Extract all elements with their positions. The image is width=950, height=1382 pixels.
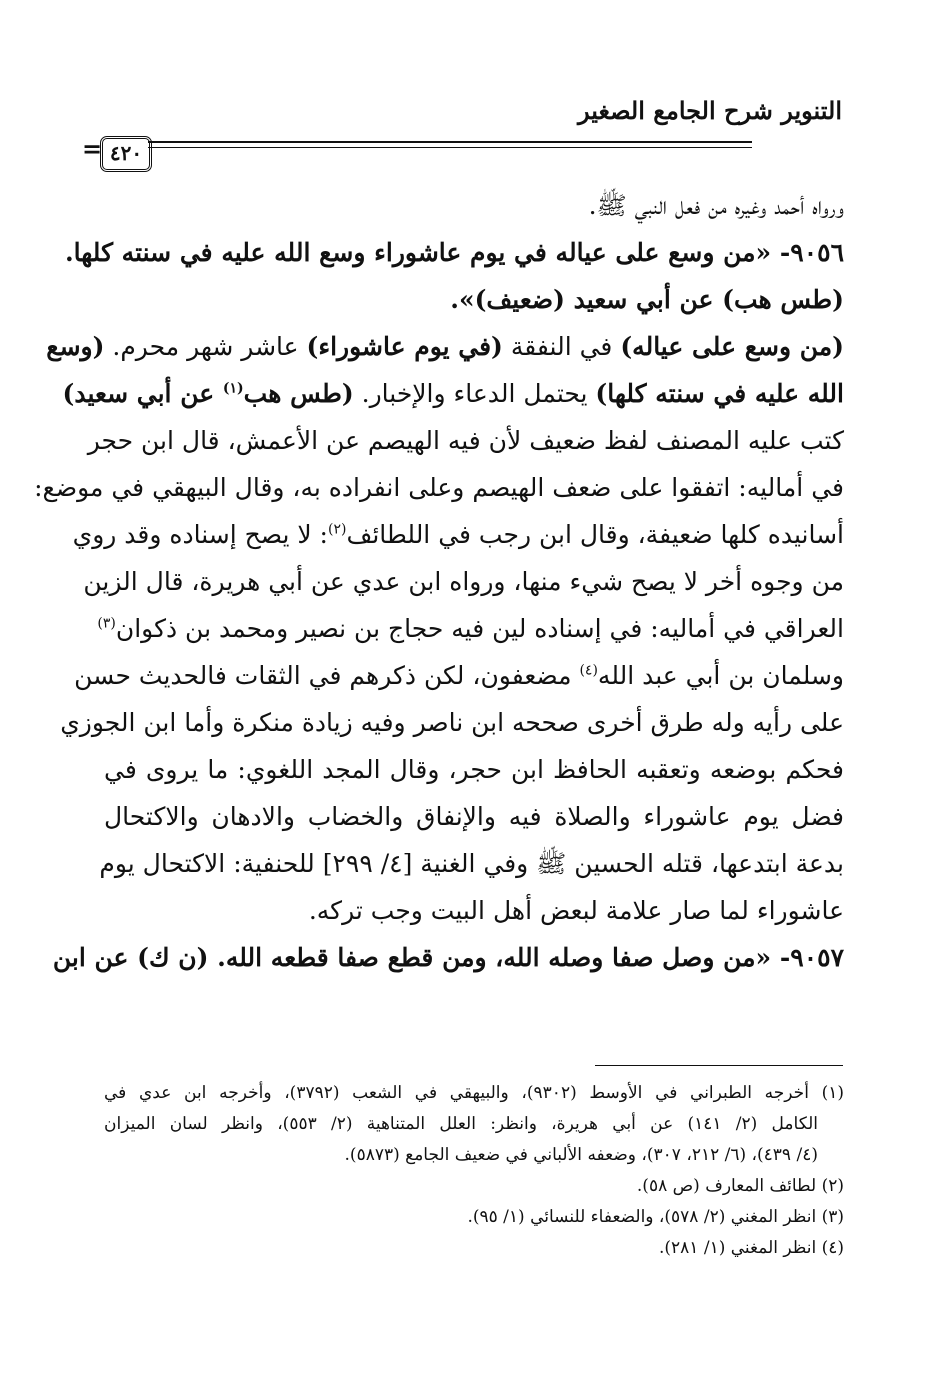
hadith-number: ٩٠٥٧- <box>779 943 844 972</box>
footnote-1-line-1: (١) أخرجه الطبراني في الأوسط (٩٣٠٢)، والبيهقي في الشعب (٣٧٩٢)، وأخرجه ابن عدي في <box>104 1083 845 1103</box>
hadith-9056-line-1: ٩٠٥٦- «من وسع على عياله في يوم عاشوراء وسع الله عليه في سنته كلها. <box>64 238 844 267</box>
hadith-9056-line-2: (طس هب) عن أبي سعيد (ضعيف)». <box>450 285 844 314</box>
footnote-4: (٤) انظر المغني (١/ ٢٨١). <box>658 1238 844 1258</box>
header-rule-bottom <box>148 147 752 148</box>
commentary-line-3: كتب عليه المصنف لفظ ضعيف لأن فيه الهيصم عن الأعمش، قال ابن حجر <box>87 426 844 455</box>
commentary-line-12: بدعة ابتدعها، قتله الحسين ﷺ وفي الغنية [٤/ ٢٩٩] للحنفية: الاكتحال يوم <box>99 849 844 878</box>
hadith-number: ٩٠٥٦- <box>779 238 844 267</box>
footnote-ref-4[interactable]: (٤) <box>579 662 598 679</box>
footnote-separator <box>595 1065 843 1066</box>
header-rule-top <box>148 141 752 143</box>
commentary-line-7: العراقي في أماليه: في إسناده لين فيه حجاج بن نصير ومحمد بن ذكوان$^{(٣)}$ <box>97 614 844 643</box>
main-text <box>34 182 844 981</box>
footnote-3: (٣) انظر المغني (٢/ ٥٧٨)، والضعفاء للنسائي (١/ ٩٥). <box>467 1207 844 1227</box>
footnote-1-line-3: (٤/ ٤٣٩)، (٦/ ٢١٢، ٣٠٧)، وضعفه الألباني في ضعيف الجامع (٥٨٧٣). <box>344 1145 818 1165</box>
commentary-line-2: الله عليه في سنته كلها) يحتمل الدعاء والإخبار. (طس هب$^{(١)}$ عن أبي سعيد) <box>62 379 844 408</box>
text-line-1: ورواه أحمد وغيره من فعل النبي ﷺ. <box>588 191 844 220</box>
footnote-1-line-2: الكامل (٢/ ١٤١) عن أبي هريرة، وانظر: العلل المتناهية (٢/ ٥٥٣)، وانظر لسان الميزان <box>104 1114 818 1134</box>
footnote-ref-2[interactable]: (٢) <box>327 521 347 538</box>
commentary-line-11: فضل يوم عاشوراء والصلاة فيه والإنفاق والخضاب والادهان والاكتحال <box>104 802 844 831</box>
running-header-title: التنوير شرح الجامع الصغير <box>578 96 842 125</box>
commentary-line-4: في أماليه: اتفقوا على ضعف الهيصم وعلى انفراده به، وقال البيهقي في موضع: <box>34 473 844 502</box>
footnote-ref-1[interactable]: (١) <box>222 380 244 397</box>
page-number: ٤٢٠ <box>100 136 152 172</box>
commentary-line-1: (من وسع على عياله) في النفقة (في يوم عاشوراء) عاشر شهر محرم. (وسع <box>46 332 844 361</box>
commentary-line-6: من وجوه أخر لا يصح شيء منها، ورواه ابن عدي عن أبي هريرة، قال الزين <box>83 567 844 596</box>
commentary-line-5: أسانيده كلها ضعيفة، وقال ابن رجب في اللطائف$^{(٢)}$: لا يصح إسناده وقد روي <box>72 520 844 549</box>
footnote-ref-3[interactable]: (٣) <box>97 615 116 632</box>
hadith-9057-line-1: ٩٠٥٧- «من وصل صفا وصله الله، ومن قطع صفا قطعه الله. (ن ك) عن ابن <box>52 943 844 972</box>
commentary-line-13: عاشوراء لما صار علامة لبعض أهل البيت وجب تركه. <box>308 896 844 925</box>
footnote-2: (٢) لطائف المعارف (ص ٥٨). <box>636 1176 844 1196</box>
commentary-line-9: على رأيه وله طرق أخرى صححه ابن ناصر وفيه زيادة منكرة وأما ابن الجوزي <box>60 708 844 737</box>
commentary-line-8: وسلمان بن أبي عبد الله$^{(٤)}$ مضعفون، لكن ذكرهم في الثقات فالحديث حسن <box>74 661 844 690</box>
commentary-line-10: فحكم بوضعه وتعقبه الحافظ ابن حجر، وقال المجد اللغوي: ما يروى في <box>104 755 844 784</box>
header-ornament: = <box>82 134 103 163</box>
footnotes <box>104 1078 844 1264</box>
